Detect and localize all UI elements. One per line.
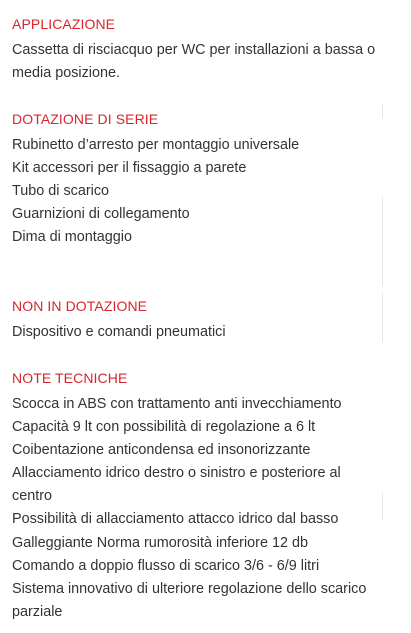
section-non-in-dotazione — [12, 297, 381, 344]
list-item: Dima di montaggio — [12, 229, 132, 246]
section-note-tecniche — [12, 369, 381, 624]
section-heading: DOTAZIONE DI SERIE — [12, 111, 159, 127]
list-item: Guarnizioni di collegamento — [12, 206, 190, 223]
list-item: Rubinetto d’arresto per montaggio universale — [12, 137, 300, 153]
section-text: Cassetta di risciacquo per WC per installazioni a bassa o media posizione. — [12, 42, 376, 82]
list-item: Possibilità di allacciamento attacco idrico dal basso — [12, 511, 339, 528]
section-heading: NOTE TECNICHE — [12, 370, 128, 386]
divider-line — [382, 104, 383, 118]
list-item: Kit accessori per il fissaggio a parete — [12, 160, 247, 177]
divider-line — [382, 292, 383, 342]
section-heading: APPLICAZIONE — [12, 16, 116, 32]
section-dotazione-di-serie — [12, 110, 381, 249]
list-item: Sistema innovativo di ulteriore regolazione dello scarico parziale — [12, 580, 367, 620]
list-item: Capacità 9 lt con possibilità di regolazione a 6 lt — [12, 419, 316, 436]
section-heading: NON IN DOTAZIONE — [12, 298, 148, 314]
divider-line — [382, 492, 383, 520]
list-item: Dispositivo e comandi pneumatici — [12, 324, 226, 340]
list-item: Comando a doppio flusso di scarico 3/6 - 6/9 litri — [12, 557, 320, 574]
list-item: Allacciamento idrico destro o sinistro e posteriore al centro — [12, 465, 341, 505]
divider-line — [382, 196, 383, 286]
list-item: Scocca in ABS con trattamento anti invecchiamento — [12, 396, 342, 412]
list-item: Galleggiante Norma rumorosità inferiore 12 db — [12, 534, 308, 551]
section-applicazione — [12, 15, 381, 85]
list-item: Coibentazione anticondensa ed insonorizzante — [12, 442, 311, 459]
list-item: Tubo di scarico — [12, 183, 110, 200]
